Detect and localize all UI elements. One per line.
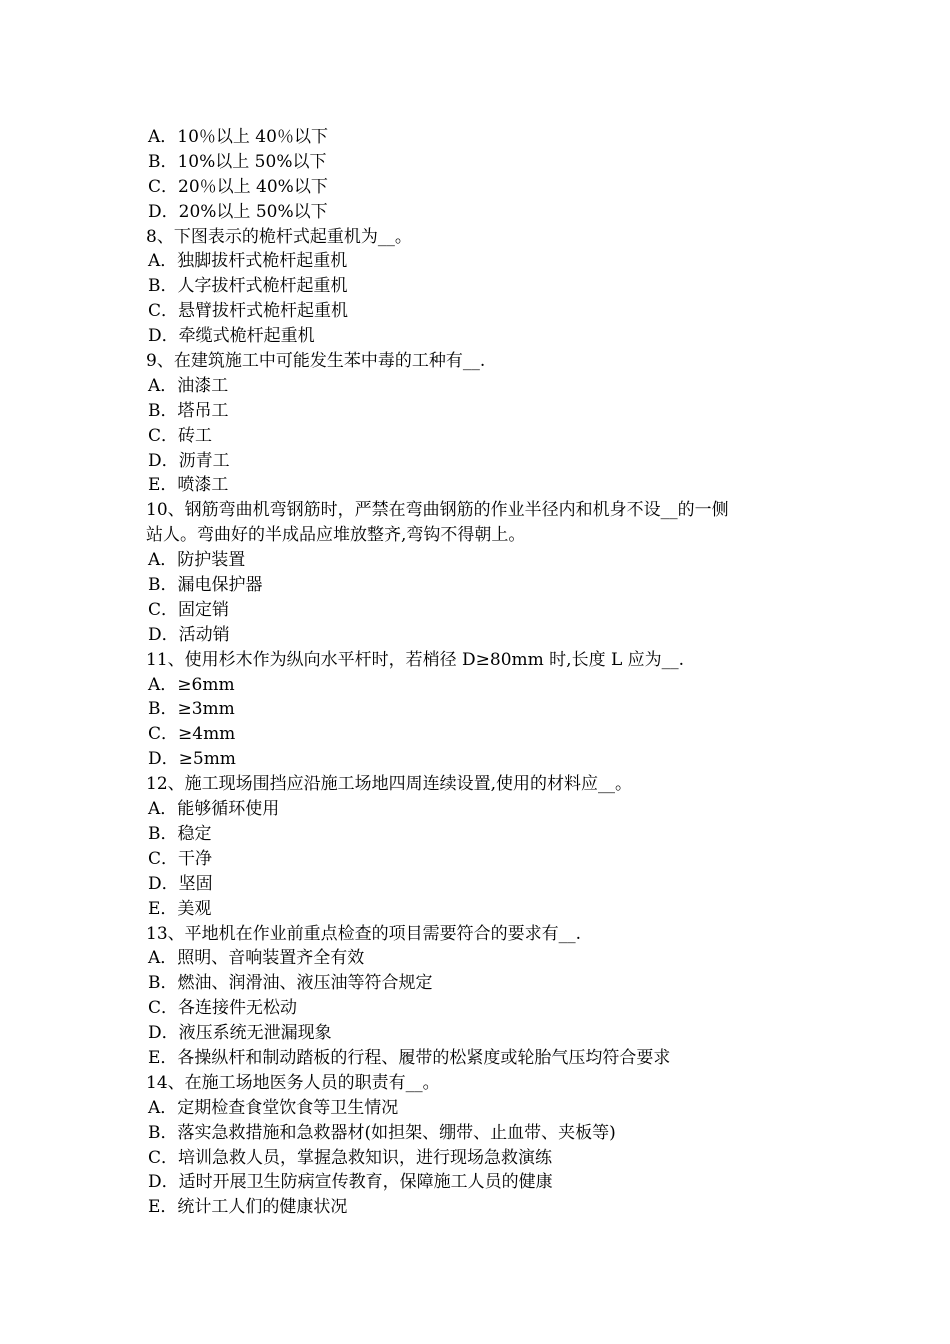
- answer-option: E．各操纵杆和制动踏板的行程、履带的松紧度或轮胎气压均符合要求: [148, 1047, 671, 1068]
- answer-option: A．≥6mm: [148, 674, 235, 695]
- answer-option: A．独脚拔杆式桅杆起重机: [148, 251, 348, 272]
- answer-option: A．能够循环使用: [148, 799, 280, 820]
- question-text: 13、平地机在作业前重点检查的项目需要符合的要求有__.: [146, 923, 582, 944]
- answer-option: C．各连接件无松动: [148, 998, 298, 1019]
- answer-option: D．活动销: [148, 624, 230, 645]
- answer-option: B．燃油、润滑油、液压油等符合规定: [148, 973, 433, 994]
- answer-option: C．砖工: [148, 425, 213, 446]
- answer-option: D．沥青工: [148, 450, 230, 471]
- answer-option: E．美观: [148, 898, 212, 919]
- answer-option: A．10％以上 40％以下: [148, 127, 328, 147]
- answer-option: C．悬臂拔杆式桅杆起重机: [148, 301, 349, 322]
- answer-option: D．适时开展卫生防病宣传教育，保障施工人员的健康: [148, 1172, 553, 1193]
- answer-option: A．定期检查食堂饮食等卫生情况: [148, 1097, 399, 1118]
- answer-option: B．漏电保护器: [148, 575, 263, 596]
- question-text: 12、施工现场围挡应沿施工场地四周连续设置,使用的材料应__。: [146, 774, 633, 795]
- answer-option: D．牵缆式桅杆起重机: [148, 326, 315, 347]
- document-page: [146, 125, 826, 1220]
- question-text: 10、钢筋弯曲机弯钢筋时，严禁在弯曲钢筋的作业半径内和机身不设__的一侧: [146, 500, 729, 521]
- answer-option: B．落实急救措施和急救器材(如担架、绷带、止血带、夹板等): [148, 1122, 616, 1143]
- answer-option: D．液压系统无泄漏现象: [148, 1023, 332, 1044]
- question-text: 8、下图表示的桅杆式起重机为__。: [146, 226, 412, 247]
- answer-option: B．≥3mm: [148, 699, 235, 720]
- question-text: 14、在施工场地医务人员的职责有__。: [146, 1072, 440, 1093]
- answer-option: B．稳定: [148, 823, 212, 844]
- answer-option: D．20%以上 50%以下: [148, 201, 328, 222]
- answer-option: C．≥4mm: [148, 724, 236, 745]
- question-text: 站人。弯曲好的半成品应堆放整齐,弯钩不得朝上。: [146, 525, 526, 546]
- answer-option: E．统计工人们的健康状况: [148, 1197, 348, 1218]
- answer-option: C．20％以上 40%以下: [148, 176, 328, 197]
- question-text: 9、在建筑施工中可能发生苯中毒的工种有__.: [146, 351, 486, 372]
- question-text: 11、使用杉木作为纵向水平杆时，若梢径 D≥80mm 时,长度 L 应为__.: [146, 649, 685, 670]
- answer-option: C．固定销: [148, 599, 230, 620]
- answer-option: E．喷漆工: [148, 475, 229, 496]
- answer-option: D．坚固: [148, 873, 213, 894]
- answer-option: C．干净: [148, 848, 213, 869]
- answer-option: B．塔吊工: [148, 400, 229, 421]
- answer-option: A．防护装置: [148, 550, 246, 571]
- answer-option: B．10%以上 50%以下: [148, 151, 327, 172]
- answer-option: B．人字拔杆式桅杆起重机: [148, 276, 348, 297]
- answer-option: C．培训急救人员，掌握急救知识，进行现场急救演练: [148, 1147, 553, 1168]
- answer-option: A．油漆工: [148, 375, 229, 396]
- answer-option: D．≥5mm: [148, 749, 236, 770]
- answer-option: A．照明、音响装置齐全有效: [148, 948, 365, 969]
